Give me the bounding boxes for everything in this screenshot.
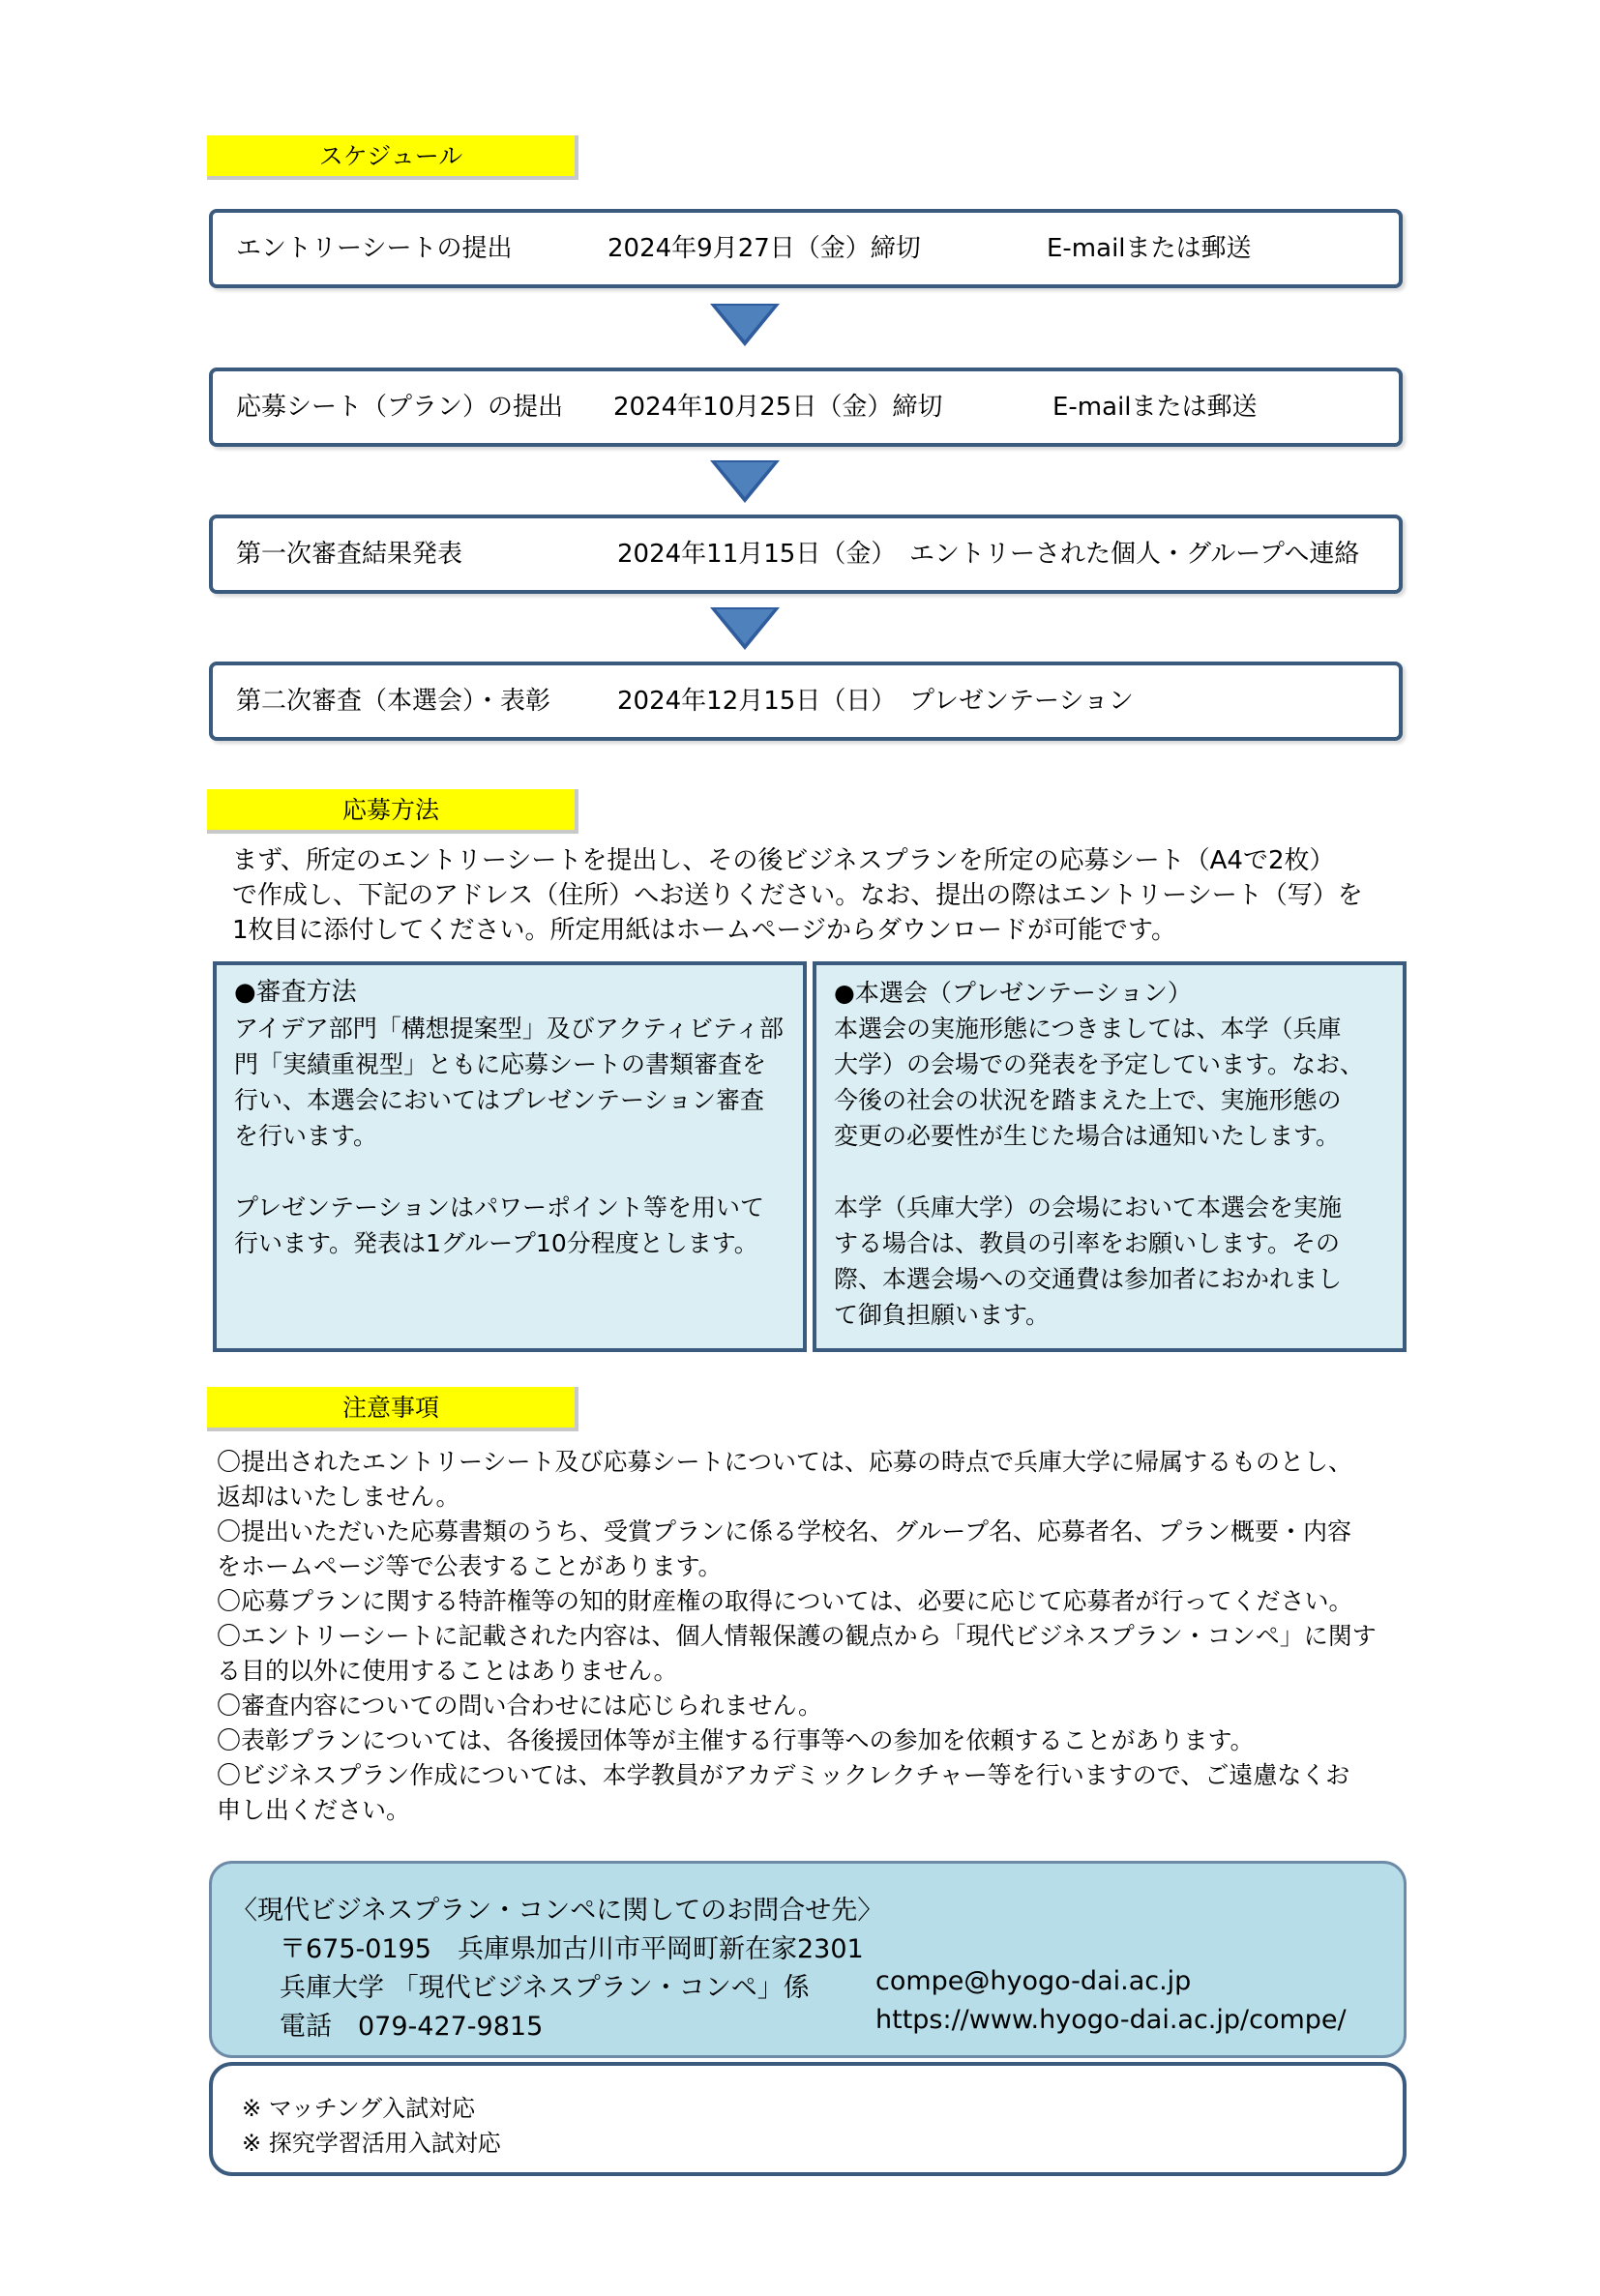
- notes-line: 返却はいたしません。: [217, 1483, 460, 1511]
- schedule-step: [209, 662, 1403, 741]
- notes-line: 〇提出されたエントリーシート及び応募シートについては、応募の時点で兵庫大学に帰属するものとし、: [217, 1448, 1353, 1476]
- method-label: 応募方法: [207, 789, 578, 834]
- box-line: する場合は、教員の引率をお願いします。その: [834, 1229, 1341, 1257]
- notes-line: 〇提出いただいた応募書類のうち、受賞プランに係る学校名、グループ名、応募者名、プラン概要・内容: [217, 1517, 1352, 1545]
- box-line: 際、本選会場への交通費は参加者におかれまし: [834, 1265, 1343, 1293]
- contact-address: 〒675-0195 兵庫県加古川市平岡町新在家2301: [280, 1934, 864, 1964]
- box-line: 本学（兵庫大学）の会場において本選会を実施: [834, 1193, 1343, 1222]
- footnote-box: [209, 2062, 1407, 2176]
- notes-line: 〇応募プランに関する特許権等の知的財産権の取得については、必要に応じて応募者が行ってください。: [217, 1587, 1353, 1615]
- contact-box: [209, 1861, 1407, 2058]
- step-note: プレゼンテーション: [909, 687, 1134, 716]
- method-line: まず、所定のエントリーシートを提出し、その後ビジネスプランを所定の応募シート（A4で2枚）: [232, 846, 1335, 875]
- box-line: [234, 1154, 785, 1190]
- box-line: 行います。発表は1グループ10分程度とします。: [234, 1229, 758, 1257]
- step-name: 第一次審査結果発表: [236, 540, 463, 569]
- notes-line: る目的以外に使用することはありません。: [217, 1657, 678, 1685]
- schedule-label: スケジュール: [207, 135, 578, 180]
- review-method-box: [213, 961, 807, 1352]
- step-name: 応募シート（プラン）の提出: [236, 393, 564, 422]
- box-line: 門「実績重視型」ともに応募シートの書類審査を: [234, 1050, 767, 1078]
- down-arrow-icon: [710, 607, 780, 650]
- final-round-box: [813, 961, 1407, 1352]
- box-line: 大学）の会場での発表を予定しています。なお、: [834, 1050, 1365, 1078]
- notes-line: 申し出ください。: [217, 1796, 411, 1824]
- step-note: E-mailまたは郵送: [1052, 393, 1258, 422]
- notes-line: 〇審査内容についての問い合わせには応じられません。: [217, 1692, 823, 1720]
- step-date: 2024年12月15日（日）: [617, 687, 897, 716]
- box-title: ●本選会（プレゼンテーション）: [834, 979, 1192, 1007]
- step-name: 第二次審査（本選会）・表彰: [236, 687, 551, 716]
- step-note: エントリーされた個人・グループへ連絡: [909, 540, 1360, 569]
- contact-heading: 〈現代ビジネスプラン・コンペに関してのお問合せ先〉: [231, 1896, 884, 1926]
- notes-line: 〇ビジネスプラン作成については、本学教員がアカデミックレクチャー等を行いますので、ご遠慮なくお: [217, 1761, 1350, 1789]
- down-arrow-icon: [710, 460, 780, 503]
- notes-line: をホームページ等で公表することがあります。: [217, 1552, 723, 1580]
- step-date: 2024年11月15日（金）: [617, 540, 897, 569]
- contact-office: 兵庫大学 「現代ビジネスプラン・コンペ」係: [280, 1973, 810, 2003]
- box-line: 変更の必要性が生じた場合は通知いたします。: [834, 1122, 1341, 1150]
- box-line: 本選会の実施形態につきましては、本学（兵庫: [834, 1015, 1342, 1043]
- box-line: を行います。: [234, 1122, 378, 1150]
- notes-label: 注意事項: [207, 1387, 578, 1431]
- contact-url-link[interactable]: https://www.hyogo-dai.ac.jp/compe/: [875, 2005, 1347, 2035]
- box-line: 今後の社会の状況を踏まえた上で、実施形態の: [834, 1086, 1342, 1114]
- method-line: で作成し、下記のアドレス（住所）へお送りください。なお、提出の際はエントリーシート（写）を: [232, 881, 1363, 910]
- box-line: [834, 1154, 1385, 1190]
- box-line: プレゼンテーションはパワーポイント等を用いて: [234, 1193, 765, 1222]
- schedule-step: [209, 368, 1403, 447]
- notes-line: 〇エントリーシートに記載された内容は、個人情報保護の観点から「現代ビジネスプラン・コンペ」に関す: [217, 1622, 1377, 1650]
- method-line: 1枚目に添付してください。所定用紙はホームページからダウンロードが可能です。: [232, 916, 1176, 945]
- box-title: ●審査方法: [234, 978, 357, 1007]
- step-date: 2024年9月27日（金）締切: [607, 234, 921, 263]
- notes-line: 〇表彰プランについては、各後援団体等が主催する行事等への参加を依頼することがあります。: [217, 1726, 1255, 1754]
- step-note: E-mailまたは郵送: [1047, 234, 1252, 263]
- footnote-line: ※ 探究学習活用入試対応: [242, 2130, 501, 2157]
- down-arrow-icon: [710, 304, 780, 346]
- schedule-step: [209, 209, 1403, 288]
- box-line: アイデア部門「構想提案型」及びアクティビティ部: [234, 1015, 785, 1043]
- contact-email-link[interactable]: compe@hyogo-dai.ac.jp: [875, 1966, 1192, 1996]
- notes-list: [217, 1445, 1377, 1828]
- box-line: 行い、本選会においてはプレゼンテーション審査: [234, 1086, 765, 1114]
- method-text: [232, 843, 1363, 948]
- footnote-line: ※ マッチング入試対応: [242, 2095, 476, 2122]
- box-line: て御負担願います。: [834, 1301, 1051, 1329]
- contact-phone: 電話 079-427-9815: [280, 2012, 544, 2042]
- step-name: エントリーシートの提出: [236, 234, 513, 263]
- schedule-step: [209, 515, 1403, 594]
- step-date: 2024年10月25日（金）締切: [613, 393, 943, 422]
